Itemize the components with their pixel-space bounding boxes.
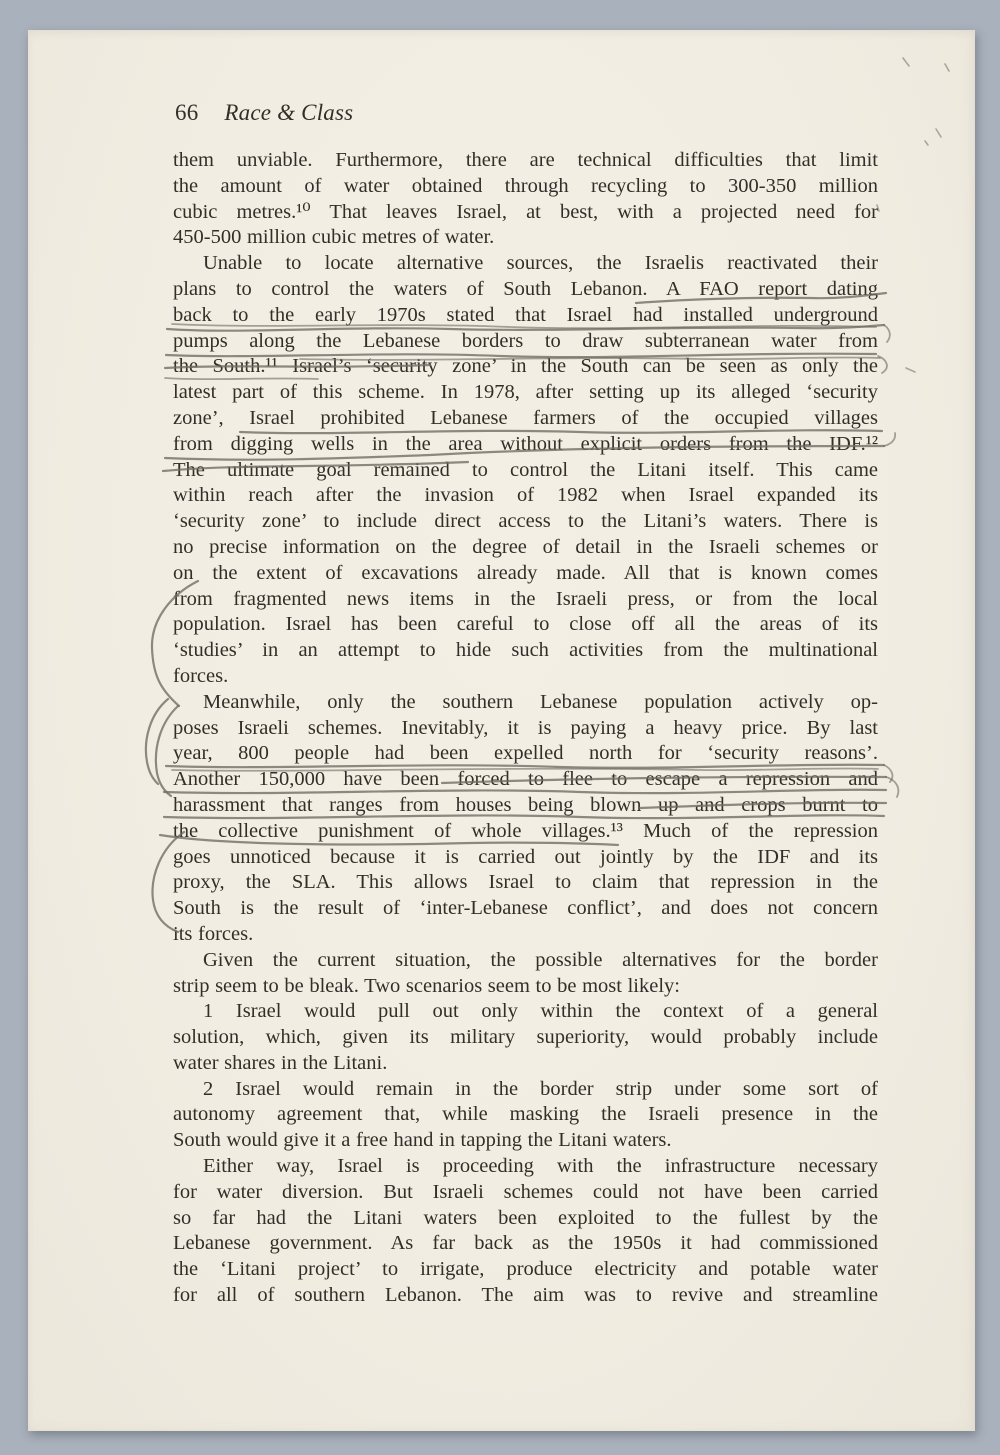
text-line: strip seem to be bleak. Two scenarios seem to be most likely:: [173, 974, 680, 997]
text-line: Meanwhile, only the southern Lebanese population actively op-: [203, 690, 878, 713]
text-line: South would give it a free hand in tapping the Litani waters.: [173, 1129, 672, 1152]
journal-title: Race & Class: [224, 100, 354, 125]
text-line: ‘security zone’ to include direct access to the Litani’s waters. There is: [173, 510, 878, 533]
text-line: goes unnoticed because it is carried out jointly by the IDF and its: [173, 845, 878, 868]
text-line: for all of southern Lebanon. The aim was to revive and streamline: [173, 1284, 878, 1307]
text-line: pumps along the Lebanese borders to draw subterranean water from: [173, 329, 878, 352]
text-line: Unable to locate alternative sources, the Israelis reactivated their: [203, 252, 878, 275]
text-line: Lebanese government. As far back as the 1950s it had commissioned: [173, 1232, 878, 1255]
text-line: no precise information on the degree of detail in the Israeli schemes or: [173, 535, 878, 558]
text-line: population. Israel has been careful to close off all the areas of its: [173, 613, 878, 636]
text-line: year, 800 people had been expelled north for ‘security reasons’.: [173, 742, 878, 765]
text-line: The ultimate goal remained to control the Litani itself. This came: [173, 458, 878, 481]
text-line: them unviable. Furthermore, there are technical difficulties that limit: [173, 149, 878, 171]
text-line: latest part of this scheme. In 1978, after setting up its alleged ‘security: [173, 381, 878, 404]
text-line: ‘studies’ in an attempt to hide such activities from the multinational: [173, 639, 878, 662]
text-block: [173, 148, 878, 1309]
book-page: [28, 30, 975, 1431]
text-line: autonomy agreement that, while masking the Israeli presence in the: [173, 1103, 878, 1126]
text-line: the amount of water obtained through recycling to 300-350 million: [173, 174, 878, 197]
text-line: Another 150,000 have been forced to flee to escape a repression and: [173, 768, 878, 791]
text-line: water shares in the Litani.: [173, 1051, 388, 1074]
text-line: Given the current situation, the possible alternatives for the border: [203, 948, 878, 971]
text-line: so far had the Litani waters been exploited to the fullest by the: [173, 1206, 878, 1229]
text-line: zone’, Israel prohibited Lebanese farmers of the occupied villages: [173, 406, 878, 429]
text-line: on the extent of excavations already made. All that is known comes: [173, 561, 878, 584]
page-number: 66: [175, 100, 199, 125]
text-line: 1 Israel would pull out only within the context of a general: [203, 1000, 878, 1023]
text-line: forces.: [173, 664, 229, 687]
text-line: cubic metres.¹⁰ That leaves Israel, at best, with a projected need for: [173, 200, 878, 223]
text-line: solution, which, given its military superiority, would probably include: [173, 1026, 878, 1049]
text-line: the ‘Litani project’ to irrigate, produce electricity and potable water: [173, 1258, 878, 1281]
text-line: South is the result of ‘inter-Lebanese conflict’, and does not concern: [173, 897, 878, 920]
text-line: the South.¹¹ Israel’s ‘security zone’ in the South can be seen as only the: [173, 355, 878, 378]
text-line: the collective punishment of whole villages.¹³ Much of the repression: [173, 819, 878, 842]
text-line: its forces.: [173, 922, 254, 945]
text-line: plans to control the waters of South Lebanon. A FAO report dating: [173, 277, 878, 300]
text-line: proxy, the SLA. This allows Israel to claim that repression in the: [173, 871, 878, 894]
text-line: Either way, Israel is proceeding with the infrastructure necessary: [203, 1155, 878, 1178]
text-line: from fragmented news items in the Israeli press, or from the local: [173, 587, 878, 610]
running-header: [175, 100, 353, 126]
text-line: for water diversion. But Israeli schemes could not have been carried: [173, 1180, 878, 1203]
text-line: poses Israeli schemes. Inevitably, it is paying a heavy price. By last: [173, 716, 878, 739]
text-line: from digging wells in the area without explicit orders from the IDF.¹²: [173, 432, 878, 455]
text-line: harassment that ranges from houses being blown up and crops burnt to: [173, 793, 878, 816]
text-line: within reach after the invasion of 1982 when Israel expanded its: [173, 484, 878, 507]
text-line: 2 Israel would remain in the border strip under some sort of: [203, 1077, 878, 1100]
text-line: 450-500 million cubic metres of water.: [173, 226, 495, 249]
text-line: back to the early 1970s stated that Israel had installed underground: [173, 303, 878, 326]
